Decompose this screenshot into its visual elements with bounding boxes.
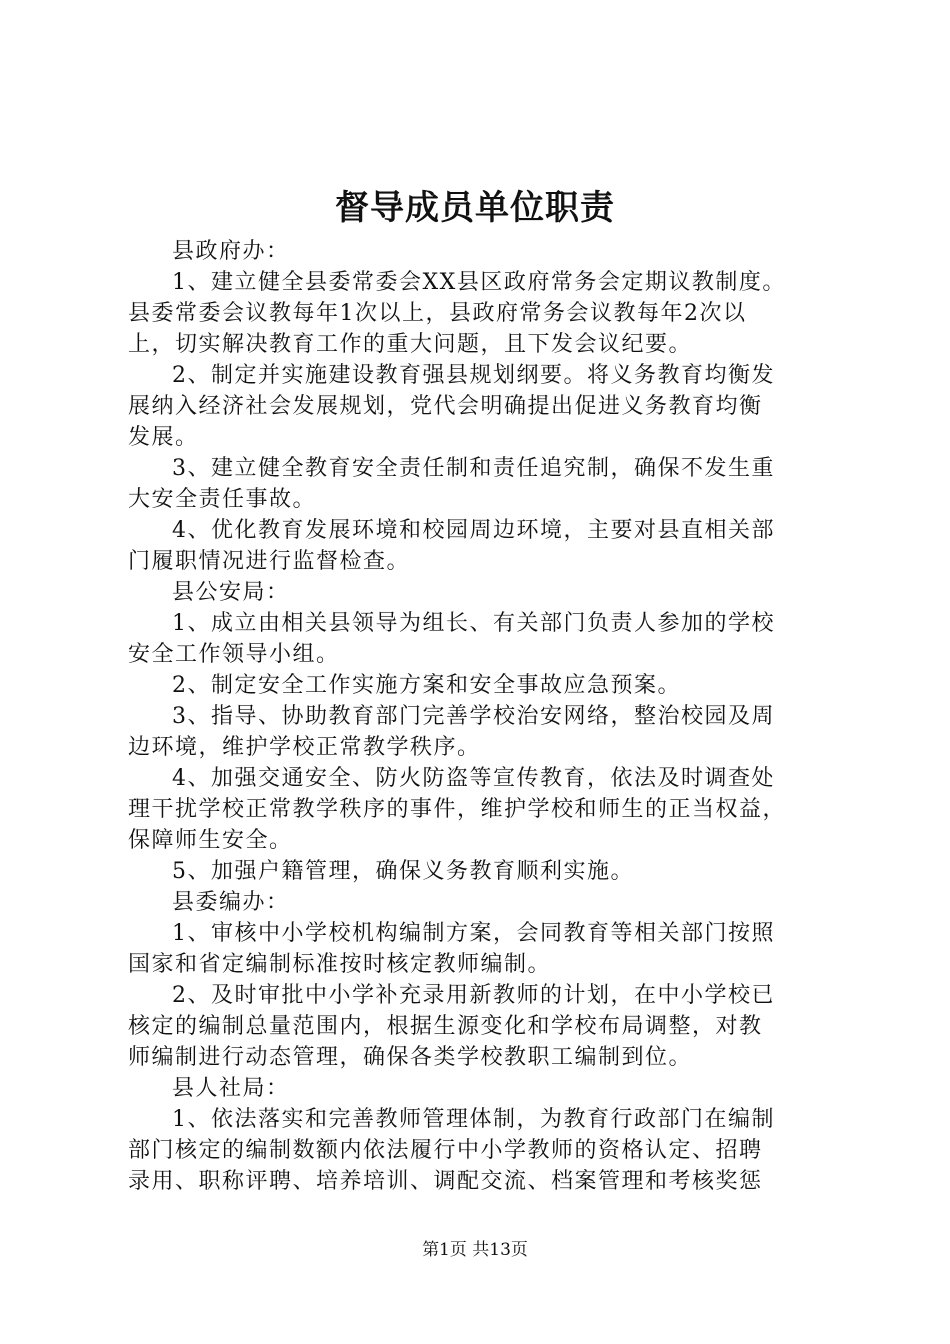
text-line: 县委编办：: [172, 890, 290, 915]
text-line: 1、依法落实和完善教师管理体制，为教育行政部门在编制: [172, 1107, 775, 1132]
document-body: [128, 236, 832, 1197]
text-line: 门履职情况进行监督检查。: [128, 549, 411, 574]
text-line: 县政府办：: [172, 239, 290, 264]
text-line: 2、制定安全工作实施方案和安全事故应急预案。: [172, 673, 681, 698]
text-line: 4、加强交通安全、防火防盗等宣传教育，依法及时调查处: [172, 766, 775, 791]
text-line: 1、成立由相关县领导为组长、有关部门负责人参加的学校: [172, 611, 775, 636]
text-line: 理干扰学校正常教学秩序的事件，维护学校和师生的正当权益，: [128, 797, 787, 822]
text-line: 安全工作领导小组。: [128, 642, 340, 667]
text-line: 大安全责任事故。: [128, 487, 317, 512]
page-footer: 第1页 共13页: [422, 1240, 528, 1260]
text-line: 县公安局：: [172, 580, 290, 605]
text-line: 上，切实解决教育工作的重大问题，且下发会议纪要。: [128, 332, 693, 357]
text-line: 县人社局：: [172, 1076, 290, 1101]
text-line: 师编制进行动态管理，确保各类学校教职工编制到位。: [128, 1045, 693, 1070]
text-line: 1、审核中小学校机构编制方案，会同教育等相关部门按照: [172, 921, 775, 946]
text-line: 1、建立健全县委常委会XX县区政府常务会定期议教制度。: [172, 270, 786, 295]
text-line: 2、制定并实施建设教育强县规划纲要。将义务教育均衡发: [172, 363, 775, 388]
text-line: 2、及时审批中小学补充录用新教师的计划，在中小学校已: [172, 983, 775, 1008]
text-line: 核定的编制总量范围内，根据生源变化和学校布局调整，对教: [128, 1014, 763, 1039]
text-line: 边环境，维护学校正常教学秩序。: [128, 735, 481, 760]
text-line: 展纳入经济社会发展规划，党代会明确提出促进义务教育均衡: [128, 394, 763, 419]
text-line: 国家和省定编制标准按时核定教师编制。: [128, 952, 552, 977]
text-line: 县委常委会议教每年1次以上，县政府常务会议教每年2次以: [128, 301, 747, 326]
text-line: 保障师生安全。: [128, 828, 293, 853]
text-line: 发展。: [128, 425, 199, 450]
text-line: 3、建立健全教育安全责任制和责任追究制，确保不发生重: [172, 456, 775, 481]
text-line: 3、指导、协助教育部门完善学校治安网络，整治校园及周: [172, 704, 775, 729]
text-line: 4、优化教育发展环境和校园周边环境，主要对县直相关部: [172, 518, 775, 543]
text-line: 5、加强户籍管理，确保义务教育顺利实施。: [172, 859, 634, 884]
document-title: 督导成员单位职责: [335, 188, 615, 228]
text-line: 录用、职称评聘、培养培训、调配交流、档案管理和考核奖惩: [128, 1169, 763, 1194]
text-line: 部门核定的编制数额内依法履行中小学教师的资格认定、招聘: [128, 1138, 763, 1163]
